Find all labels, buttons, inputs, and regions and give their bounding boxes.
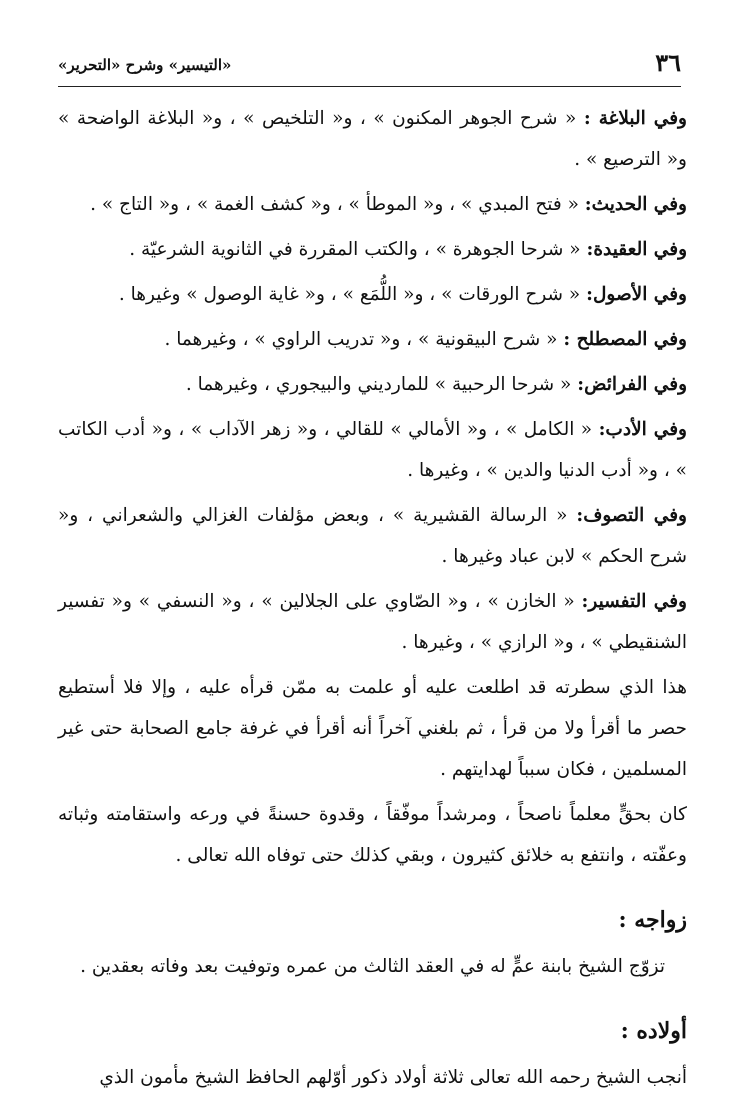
paragraph-tasawwuf bbox=[58, 495, 687, 577]
paragraph-tafsir bbox=[58, 581, 687, 663]
paragraph-text: « الكامل » ، و« الأمالي » للقالي ، و« زهر الآداب » ، و« أدب الكاتب » ، و« أدب الدنيا والدين » ، وغيرها . bbox=[58, 419, 687, 481]
paragraph-text: « الرسالة القشيرية » ، وبعض مؤلفات الغزالي والشعراني ، و« شرح الحكم » لابن عباد وغيرها . bbox=[58, 505, 687, 567]
children-text: أنجب الشيخ رحمه الله تعالى ثلاثة أولاد ذكور أوّلهم الحافظ الشيخ مأمون الذي bbox=[99, 1067, 687, 1088]
paragraph-text: « شرحا الجوهرة » ، والكتب المقررة في الثانوية الشرعيّة . bbox=[129, 239, 587, 260]
paragraph-aqida bbox=[58, 229, 687, 270]
paragraph-text: « شرح الورقات » ، و« اللُّمَع » ، و« غاية الوصول » وغيرها . bbox=[118, 284, 587, 305]
paragraph-text: « شرحا الرحبية » للمارديني والبيجوري ، وغيرهما . bbox=[185, 374, 578, 395]
paragraph-mustalah bbox=[58, 319, 687, 360]
paragraph-label: وفي الحديث: bbox=[584, 194, 687, 215]
paragraph-text: كان بحقٍّ معلماً ناصحاً ، ومرشداً موفّقاً ، وقدوة حسنةً في ورعه واستقامته وثباته وعفّته ، وانتفع به خلائق كثيرون ، وبقي كذلك حتى توفاه الله تعالى . bbox=[58, 804, 687, 866]
paragraph-label: وفي التصوف: bbox=[576, 505, 687, 526]
page-body bbox=[58, 98, 687, 1102]
paragraph-text: « شرح البيقونية » ، و« تدريب الراوي » ، وغيرهما . bbox=[164, 329, 564, 350]
paragraph-label: وفي المصطلح : bbox=[563, 329, 687, 350]
paragraph-label: وفي العقيدة: bbox=[586, 239, 687, 260]
paragraph-hadith bbox=[58, 184, 687, 225]
page-number: ٣٦ bbox=[655, 48, 681, 77]
paragraph-label: وفي الأدب: bbox=[598, 419, 687, 440]
paragraph-faraid bbox=[58, 364, 687, 405]
marriage-heading: زواجه : bbox=[618, 907, 687, 933]
children-heading: أولاده : bbox=[620, 1018, 687, 1044]
paragraph-text: « فتح المبدي » ، و« الموطأ » ، و« كشف الغمة » ، و« التاج » . bbox=[90, 194, 585, 215]
paragraph-text: « شرح الجوهر المكنون » ، و« التلخيص » ، و« البلاغة الواضحة » و« الترصيع » . bbox=[58, 108, 687, 170]
paragraph-summary bbox=[58, 667, 687, 790]
paragraph-label: وفي البلاغة : bbox=[583, 108, 687, 129]
paragraph-adab bbox=[58, 409, 687, 491]
paragraph-usul bbox=[58, 274, 687, 315]
paragraph-text: هذا الذي سطرته قد اطلعت عليه أو علمت به ممّن قرأه عليه ، وإلا فلا أستطيع حصر ما أقرأ ولا من قرأ ، ثم بلغني آخراً أنه أقرأ في غرفة جامع الصحابة حتى غير المسلمين ، فكان سبباً لهدايتهم . bbox=[58, 677, 687, 780]
paragraph-text: « الخازن » ، و« الصّاوي على الجلالين » ، و« النسفي » و« تفسير الشنقيطي » ، و« الرازي » ، وغيرها . bbox=[58, 591, 687, 653]
running-title: «التيسير» وشرح «التحرير» bbox=[58, 56, 232, 74]
paragraph-label: وفي الأصول: bbox=[586, 284, 687, 305]
paragraph-praise bbox=[58, 794, 687, 876]
marriage-text: تزوّج الشيخ بابنة عمٍّ له في العقد الثالث من عمره وتوفيت بعد وفاته بعقدين . bbox=[80, 956, 665, 977]
paragraph-balagha bbox=[58, 98, 687, 180]
page-header bbox=[58, 46, 681, 87]
paragraph-label: وفي الفرائض: bbox=[577, 374, 687, 395]
paragraph-label: وفي التفسير: bbox=[581, 591, 687, 612]
